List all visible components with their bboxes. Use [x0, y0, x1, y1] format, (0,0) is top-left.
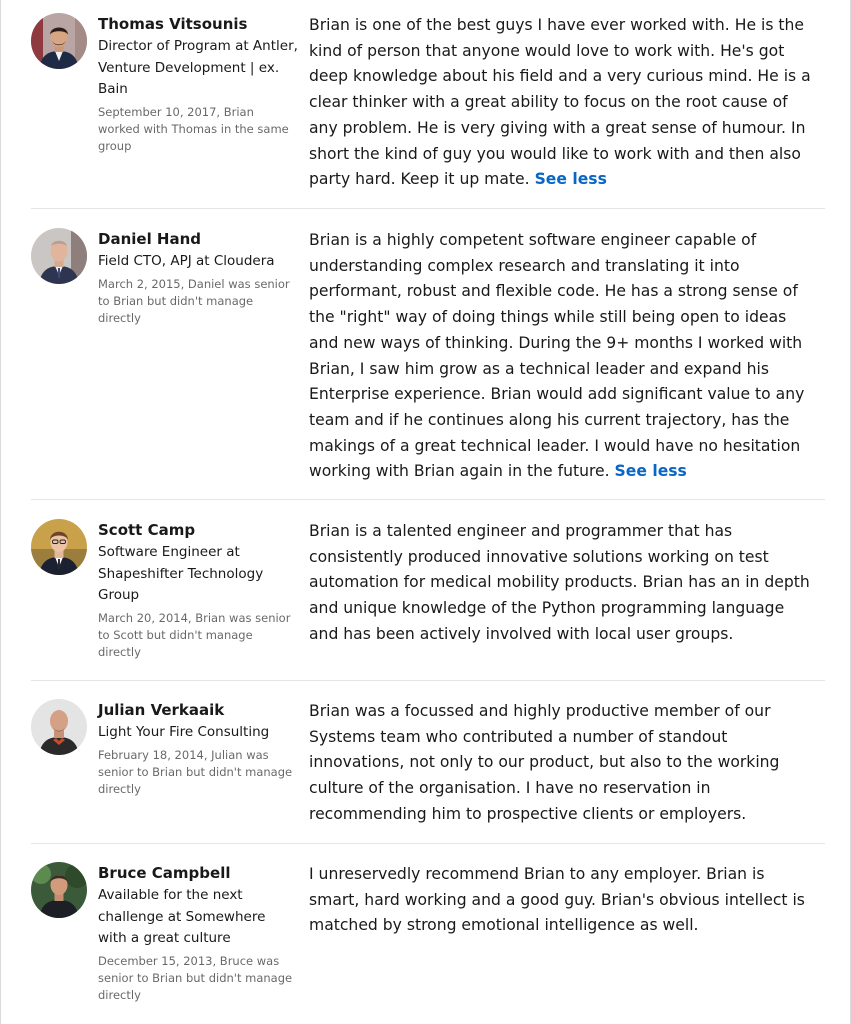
- recommendation-date: September 10, 2017, Brian worked with Thomas in the same group: [98, 104, 289, 153]
- avatar-photo: [31, 862, 87, 918]
- recommendation-date: March 2, 2015, Daniel was senior to Brian but didn't manage directly: [98, 276, 290, 325]
- recommender-name[interactable]: Bruce Campbell: [98, 864, 231, 882]
- avatar[interactable]: [31, 13, 87, 69]
- recommendation-text: Brian was a focussed and highly productive member of our Systems team who contributed a number of standout innovations, not only to our product, but also to the working culture of the organisation. I have no reservation in recommending him to prospective clients or employers.: [309, 702, 780, 823]
- see-less-link[interactable]: See less: [614, 462, 687, 481]
- recommender-name[interactable]: Scott Camp: [98, 521, 196, 539]
- recommendation-date: December 15, 2013, Bruce was senior to Brian but didn't manage directly: [98, 953, 293, 1002]
- avatar[interactable]: [31, 862, 87, 918]
- recommender-name[interactable]: Thomas Vitsounis: [98, 15, 248, 33]
- recommendation-item: [31, 228, 825, 500]
- recommendation-text: I unreservedly recommend Brian to any employer. Brian is smart, hard working and a good guy. Brian's obvious intellect is matched by strong emotional intelligence as well.: [309, 865, 805, 935]
- avatar[interactable]: [31, 519, 87, 575]
- recommendation-date: March 20, 2014, Brian was senior to Scott but didn't manage directly: [98, 610, 291, 659]
- recommendation-text: Brian is one of the best guys I have ever worked with. He is the kind of person that anyone would love to work with. He's got deep knowledge about his field and a very curious mind. He is a clear thinker with a great ability to focus on the root cause of any problem. He is very giving with a great sense of humour. In short the kind of guy you would like to work with and then also party hard. Keep it up mate.: [309, 16, 811, 189]
- see-less-link[interactable]: See less: [534, 170, 607, 189]
- recommender-headline: Software Engineer at Shapeshifter Technology Group: [98, 544, 264, 603]
- recommendation-text-block: [309, 699, 817, 828]
- recommendation-text-block: [309, 862, 817, 939]
- recommendation-item: [31, 519, 825, 681]
- recommender-name[interactable]: Julian Verkaaik: [98, 701, 225, 719]
- recommendation-text: Brian is a talented engineer and programmer that has consistently produced innovative solutions working on test automation for medical mobility products. Brian has an in depth and unique knowledge of the Python programming language and has been actively involved with local user groups.: [309, 522, 810, 643]
- recommender-headline: Field CTO, APJ at Cloudera: [98, 253, 275, 269]
- recommendation-text-block: [309, 13, 817, 193]
- recommendation-item: [31, 13, 825, 209]
- recommender-headline: Light Your Fire Consulting: [98, 724, 270, 740]
- recommendation-date: February 18, 2014, Julian was senior to Brian but didn't manage directly: [98, 747, 293, 796]
- avatar-photo: [31, 519, 87, 575]
- recommender-headline: Director of Program at Antler, Venture Development | ex. Bain: [98, 38, 298, 97]
- avatar-photo: [31, 228, 87, 284]
- recommendation-text: Brian is a highly competent software engineer capable of understanding complex research and translating it into performant, robust and flexible code. He has a strong sense of the "right" way of doing things while still being open to ideas and new ways of thinking. During the 9+ months I worked with Brian, I saw him grow as a technical leader and expand his Enterprise experience. Brian would add significant value to any team and if he continues along his current trajectory, has the makings of a great technical leader. I would have no hesitation working with Brian again in the future.: [309, 231, 805, 481]
- avatar-photo: [31, 13, 87, 69]
- recommendation-text-block: [309, 519, 817, 648]
- avatar[interactable]: [31, 699, 87, 755]
- recommendation-item: [31, 862, 825, 1024]
- recommender-headline: Available for the next challenge at Somewhere with a great culture: [98, 887, 266, 946]
- avatar-photo: [31, 699, 87, 755]
- avatar[interactable]: [31, 228, 87, 284]
- recommender-name[interactable]: Daniel Hand: [98, 230, 202, 248]
- recommendation-item: [31, 699, 825, 844]
- recommendation-text-block: [309, 228, 817, 485]
